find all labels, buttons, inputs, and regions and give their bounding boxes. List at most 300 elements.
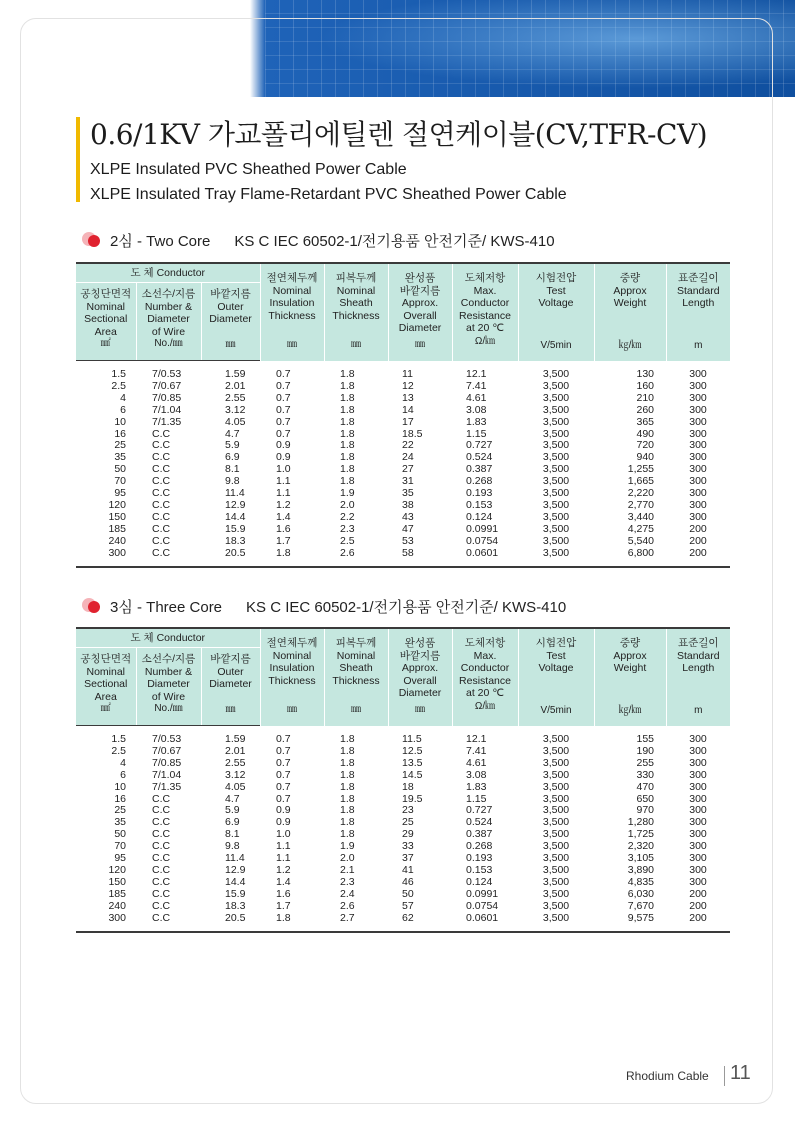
cell-length: 300: [689, 744, 707, 757]
header-number-diameter-wire: 소선수/지름 Number & Diameter of Wire No./㎜: [136, 648, 201, 726]
cell-test-voltage: 3,500: [542, 875, 570, 888]
section-heading-three-core: [82, 596, 566, 617]
header-test-voltage: 시험전압 Test Voltage V/5min: [518, 263, 594, 361]
cell-sheath: 1.9: [340, 487, 355, 500]
table-row: [76, 393, 730, 405]
cell-resistance: 0.0601: [452, 913, 518, 932]
cell-resistance: 7.41: [466, 379, 487, 392]
cell-wire: 7/0.67: [152, 744, 182, 757]
cell-resistance: 7.41: [466, 744, 487, 757]
cell-resistance: 3.08: [466, 768, 487, 781]
cell-nominal-area: 10: [114, 415, 126, 428]
cell-test-voltage: 3,500: [518, 548, 594, 567]
cell-weight: 255: [636, 756, 655, 769]
cell-sheath: 2.2: [340, 510, 355, 523]
cell-outer-diameter: 4.05: [225, 780, 246, 793]
cell-test-voltage: 3,500: [542, 744, 570, 757]
cell-resistance: 0.0991: [466, 887, 499, 900]
cell-wire: C.C: [152, 887, 171, 900]
cell-overall-diameter: 14.5: [402, 768, 423, 781]
cell-nominal-area: 185: [108, 522, 126, 535]
cell-nominal-area: 240: [108, 899, 126, 912]
cell-outer-diameter: 14.4: [225, 510, 246, 523]
cell-wire: C.C: [152, 451, 171, 464]
cell-resistance: 0.193: [466, 487, 493, 500]
section-title: 2심 - Two Core: [110, 233, 211, 250]
cell-nominal-area: 120: [108, 863, 126, 876]
cell-overall-diameter: 24: [402, 451, 414, 464]
cell-overall-diameter: 13: [402, 391, 414, 404]
cell-overall-diameter: 46: [402, 875, 414, 888]
cell-test-voltage: 3,500: [542, 403, 570, 416]
cell-wire: C.C: [152, 475, 171, 488]
header-overall-diameter: 완성품 바깥지름 Approx. Overall Diameter ㎜: [388, 628, 452, 726]
table-row: [76, 536, 730, 548]
cell-resistance: 0.727: [466, 439, 493, 452]
header-outer-diameter: 바깥지름 Outer Diameter ㎜: [201, 283, 260, 361]
spec-table-two-core: [76, 262, 730, 568]
cell-weight: 330: [636, 768, 655, 781]
cell-test-voltage: 3,500: [542, 768, 570, 781]
cell-overall-diameter: 53: [402, 534, 414, 547]
cell-nominal-area: 16: [114, 792, 126, 805]
cell-length: 200: [689, 899, 707, 912]
cell-weight: 190: [636, 744, 655, 757]
cell-weight: 650: [636, 792, 655, 805]
cell-resistance: 0.153: [466, 863, 493, 876]
cell-weight: 4,835: [627, 875, 655, 888]
cell-overall-diameter: 31: [402, 475, 414, 488]
cell-overall-diameter: 13.5: [402, 756, 423, 769]
cell-test-voltage: 3,500: [542, 475, 570, 488]
cell-resistance: 3.08: [466, 403, 487, 416]
header-nominal-area: 공칭단면적 Nominal Sectional Area ㎟: [76, 648, 136, 726]
cell-wire: 7/0.53: [152, 368, 182, 380]
cell-sheath: 2.6: [340, 899, 355, 912]
cell-weight: 4,275: [627, 522, 655, 535]
cell-test-voltage: 3,500: [542, 887, 570, 900]
cell-length: 300: [689, 875, 707, 888]
cell-length: 300: [689, 804, 707, 817]
cell-overall-diameter: 25: [402, 816, 414, 829]
cell-weight: 940: [636, 451, 655, 464]
cell-sheath: 2.5: [340, 534, 355, 547]
cell-resistance: 0.524: [466, 816, 493, 829]
cell-nominal-area: 70: [114, 840, 126, 853]
cell-sheath: 1.8: [340, 816, 355, 829]
cell-resistance: 4.61: [466, 391, 487, 404]
cell-outer-diameter: 11.4: [225, 487, 245, 500]
cell-sheath: 1.8: [340, 780, 355, 793]
cell-weight: 6,030: [627, 887, 655, 900]
header-overall-diameter: 완성품 바깥지름 Approx. Overall Diameter ㎜: [388, 263, 452, 361]
table-row: [76, 512, 730, 524]
header-sheath-thickness: 피복두께 Nominal Sheath Thickness ㎜: [324, 263, 388, 361]
cell-outer-diameter: 6.9: [225, 451, 240, 464]
cell-wire: C.C: [152, 899, 171, 912]
cell-resistance: 0.0991: [466, 522, 499, 535]
cell-outer-diameter: 1.59: [225, 368, 246, 380]
cell-weight: 970: [636, 804, 655, 817]
cell-insulation: 1.6: [276, 522, 291, 535]
cell-overall-diameter: 35: [402, 487, 414, 500]
cell-overall-diameter: 33: [402, 840, 414, 853]
cell-wire: C.C: [152, 522, 171, 535]
cell-length: 300: [689, 768, 707, 781]
cell-nominal-area: 25: [114, 804, 126, 817]
cell-weight: 3,440: [627, 510, 655, 523]
cell-wire: 7/1.04: [152, 768, 182, 781]
cell-overall-diameter: 58: [388, 548, 452, 567]
table-row: [76, 877, 730, 889]
cell-outer-diameter: 15.9: [225, 522, 246, 535]
cell-length: 300: [689, 863, 707, 876]
bullet-dot-icon: [82, 598, 104, 614]
cell-nominal-area: 35: [114, 451, 126, 464]
cell-wire: C.C: [152, 828, 171, 841]
cell-insulation: 1.1: [276, 852, 291, 865]
header-weight: 중량 Approx Weight ㎏/㎞: [594, 263, 666, 361]
cell-test-voltage: 3,500: [542, 522, 570, 535]
table-row: [76, 405, 730, 417]
cell-overall-diameter: 22: [402, 439, 414, 452]
cell-length: 300: [689, 510, 707, 523]
cell-weight: 1,665: [627, 475, 655, 488]
cell-weight: 130: [636, 367, 655, 380]
cell-nominal-area: 6: [120, 403, 126, 416]
cell-test-voltage: 3,500: [542, 379, 570, 392]
cell-resistance: 12.1: [466, 367, 487, 380]
cell-insulation: 1.2: [276, 863, 291, 876]
cell-weight: 1,280: [627, 816, 655, 829]
section-standard: KS C IEC 60502-1/전기용품 안전기준/ KWS-410: [234, 233, 555, 250]
cell-overall-diameter: 38: [402, 498, 414, 511]
table-row: [76, 758, 730, 770]
cell-outer-diameter: 3.12: [225, 403, 246, 416]
cell-resistance: 0.268: [466, 475, 493, 488]
cell-outer-diameter: 4.05: [225, 415, 246, 428]
header-outer-diameter: 바깥지름 Outer Diameter ㎜: [201, 648, 260, 726]
cell-length: 300: [689, 439, 707, 452]
cell-nominal-area: 2.5: [111, 744, 126, 757]
cell-outer-diameter: 2.55: [225, 391, 246, 404]
cell-wire: C.C: [152, 498, 171, 511]
cell-wire: C.C: [152, 804, 171, 817]
cell-sheath: 2.1: [340, 863, 355, 876]
cell-test-voltage: 3,500: [542, 816, 570, 829]
cell-length: 200: [666, 913, 730, 932]
cell-test-voltage: 3,500: [542, 510, 570, 523]
cell-test-voltage: 3,500: [542, 828, 570, 841]
cell-nominal-area: 35: [114, 816, 126, 829]
footer-divider: [724, 1066, 725, 1086]
cell-insulation: 0.7: [276, 732, 291, 745]
cell-resistance: 0.124: [466, 875, 493, 888]
table-row: [76, 770, 730, 782]
cell-insulation: 0.7: [276, 391, 291, 404]
cell-insulation: 1.7: [276, 899, 291, 912]
cell-length: 300: [689, 463, 707, 476]
cell-resistance: 0.727: [466, 804, 493, 817]
cell-length: 300: [689, 487, 707, 500]
section-standard: KS C IEC 60502-1/전기용품 안전기준/ KWS-410: [246, 599, 567, 616]
cell-weight: 6,800: [594, 548, 666, 567]
table-row: [76, 782, 730, 794]
cell-test-voltage: 3,500: [542, 415, 570, 428]
cell-overall-diameter: 43: [402, 510, 414, 523]
cell-test-voltage: 3,500: [518, 913, 594, 932]
cell-outer-diameter: 8.1: [225, 828, 240, 841]
cell-outer-diameter: 18.3: [225, 899, 246, 912]
cell-nominal-area: 6: [120, 768, 126, 781]
table-row: [76, 726, 730, 746]
cell-insulation: 1.7: [276, 534, 291, 547]
header-conductor-resistance: 도체저항 Max. Conductor Resistance at 20 ℃ Ω/㎞: [452, 628, 518, 726]
cell-test-voltage: 3,500: [542, 439, 570, 452]
cell-resistance: 1.15: [466, 792, 487, 805]
cell-weight: 2,220: [627, 487, 655, 500]
cell-insulation: 0.9: [276, 816, 291, 829]
cell-overall-diameter: 27: [402, 463, 414, 476]
cell-wire: C.C: [152, 487, 171, 500]
cell-test-voltage: 3,500: [542, 756, 570, 769]
cell-outer-diameter: 20.5: [201, 548, 260, 567]
cell-test-voltage: 3,500: [542, 804, 570, 817]
cell-test-voltage: 3,500: [542, 792, 570, 805]
cell-test-voltage: 3,500: [542, 534, 570, 547]
cell-nominal-area: 95: [114, 852, 126, 865]
cell-insulation: 0.9: [276, 804, 291, 817]
cell-insulation: 0.7: [276, 744, 291, 757]
cell-overall-diameter: 41: [402, 863, 414, 876]
cell-insulation: 1.8: [260, 913, 324, 932]
cell-nominal-area: 300: [76, 548, 136, 567]
conductor-group-header: 도 체 Conductor: [76, 263, 260, 283]
cell-insulation: 1.4: [276, 510, 291, 523]
cell-nominal-area: 4: [120, 756, 126, 769]
cell-outer-diameter: 12.9: [225, 498, 246, 511]
cell-overall-diameter: 18.5: [402, 427, 423, 440]
cell-length: 300: [689, 427, 707, 440]
cell-sheath: 1.8: [340, 367, 355, 380]
cell-outer-diameter: 9.8: [225, 840, 240, 853]
cell-insulation: 1.2: [276, 498, 291, 511]
cell-outer-diameter: 5.9: [225, 804, 240, 817]
table-body: [76, 726, 730, 932]
cell-resistance: 0.268: [466, 840, 493, 853]
cell-nominal-area: 150: [108, 510, 126, 523]
cell-overall-diameter: 12: [402, 379, 414, 392]
cell-weight: 160: [636, 379, 655, 392]
cell-nominal-area: 4: [120, 391, 126, 404]
header-standard-length: 표준길이 Standard Length m: [666, 263, 730, 361]
cell-resistance: 4.61: [466, 756, 487, 769]
cell-sheath: 2.4: [340, 887, 355, 900]
cell-sheath: 1.8: [340, 427, 355, 440]
cell-weight: 720: [636, 439, 655, 452]
cell-nominal-area: 70: [114, 475, 126, 488]
cell-overall-diameter: 47: [402, 522, 414, 535]
cell-length: 200: [666, 548, 730, 567]
bullet-dot-icon: [82, 232, 104, 248]
cell-sheath: 2.0: [340, 498, 355, 511]
cell-wire: C.C: [152, 852, 171, 865]
cell-wire: C.C: [152, 792, 171, 805]
cell-sheath: 1.8: [340, 379, 355, 392]
cell-resistance: 0.0601: [452, 548, 518, 567]
cell-nominal-area: 10: [114, 780, 126, 793]
cell-test-voltage: 3,500: [542, 840, 570, 853]
page-subtitle-line1: XLPE Insulated PVC Sheathed Power Cable: [90, 161, 407, 178]
page-title-korean: 0.6/1KV 가교폴리에틸렌 절연케이블(CV,TFR-CV): [90, 118, 708, 151]
cell-nominal-area: 1.5: [111, 733, 126, 745]
cell-length: 300: [689, 403, 707, 416]
cell-weight: 7,670: [627, 899, 655, 912]
cell-resistance: 0.153: [466, 498, 493, 511]
footer-brand: Rhodium Cable: [626, 1069, 709, 1083]
table-row: [76, 913, 730, 932]
cell-weight: 260: [636, 403, 655, 416]
cell-resistance: 0.0754: [466, 899, 499, 912]
cell-nominal-area: 300: [76, 913, 136, 932]
cell-weight: 5,540: [627, 534, 655, 547]
cell-wire: C.C: [152, 463, 171, 476]
cell-insulation: 0.9: [276, 451, 291, 464]
cell-sheath: 1.8: [340, 439, 355, 452]
cell-wire: C.C: [136, 913, 201, 932]
cell-outer-diameter: 15.9: [225, 887, 246, 900]
cell-outer-diameter: 4.7: [225, 427, 240, 440]
cell-test-voltage: 3,500: [542, 780, 570, 793]
cell-nominal-area: 50: [114, 828, 126, 841]
cell-sheath: 2.0: [340, 852, 355, 865]
cell-outer-diameter: 3.12: [225, 768, 246, 781]
cell-length: 300: [689, 379, 707, 392]
cell-length: 300: [689, 451, 707, 464]
cell-length: 300: [689, 828, 707, 841]
page-subtitle-line2: XLPE Insulated Tray Flame-Retardant PVC Sheathed Power Cable: [90, 186, 567, 203]
table-row: [76, 889, 730, 901]
cell-wire: 7/1.35: [152, 780, 182, 793]
cell-sheath: 1.8: [340, 415, 355, 428]
cell-sheath: 1.8: [340, 451, 355, 464]
cell-outer-diameter: 18.3: [225, 534, 246, 547]
cell-overall-diameter: 62: [388, 913, 452, 932]
header-insulation-thickness: 절연체두께 Nominal Insulation Thickness ㎜: [260, 628, 324, 726]
cell-insulation: 0.7: [276, 768, 291, 781]
cell-insulation: 0.7: [276, 427, 291, 440]
cell-resistance: 12.1: [466, 732, 487, 745]
cell-insulation: 0.9: [276, 439, 291, 452]
cell-sheath: 1.8: [340, 463, 355, 476]
cell-wire: C.C: [152, 816, 171, 829]
cell-sheath: 2.3: [340, 875, 355, 888]
cell-outer-diameter: 2.01: [225, 744, 246, 757]
cell-wire: C.C: [152, 875, 171, 888]
cell-insulation: 0.7: [276, 780, 291, 793]
cell-sheath: 1.8: [340, 403, 355, 416]
cell-sheath: 1.8: [340, 804, 355, 817]
cell-wire: 7/1.04: [152, 403, 182, 416]
page-number: 11: [730, 1062, 751, 1084]
cell-overall-diameter: 12.5: [402, 744, 423, 757]
cell-test-voltage: 3,500: [542, 367, 570, 380]
cell-overall-diameter: 23: [402, 804, 414, 817]
cell-insulation: 0.7: [276, 379, 291, 392]
cell-wire: C.C: [152, 840, 171, 853]
cell-sheath: 1.8: [340, 391, 355, 404]
cell-length: 300: [689, 816, 707, 829]
cell-length: 300: [689, 391, 707, 404]
cell-test-voltage: 3,500: [542, 427, 570, 440]
header-test-voltage: 시험전압 Test Voltage V/5min: [518, 628, 594, 726]
cell-sheath: 1.8: [340, 756, 355, 769]
cell-weight: 9,575: [594, 913, 666, 932]
header-weight: 중량 Approx Weight ㎏/㎞: [594, 628, 666, 726]
cell-resistance: 0.0754: [466, 534, 499, 547]
cell-outer-diameter: 9.8: [225, 475, 240, 488]
cell-overall-diameter: 11.5: [402, 732, 422, 745]
cell-length: 300: [689, 732, 707, 745]
cell-length: 300: [689, 415, 707, 428]
cell-overall-diameter: 50: [402, 887, 414, 900]
section-title: 3심 - Three Core: [110, 599, 223, 616]
cell-sheath: 2.7: [324, 913, 388, 932]
cell-test-voltage: 3,500: [542, 498, 570, 511]
table-row: [76, 361, 730, 381]
spec-table-three-core: [76, 627, 730, 933]
cell-sheath: 1.8: [340, 475, 355, 488]
cell-length: 200: [689, 522, 707, 535]
cell-sheath: 2.3: [340, 522, 355, 535]
cell-resistance: 0.193: [466, 852, 493, 865]
cell-resistance: 1.83: [466, 415, 487, 428]
cell-test-voltage: 3,500: [542, 852, 570, 865]
table-row: [76, 417, 730, 429]
cell-sheath: 1.8: [340, 828, 355, 841]
cell-insulation: 0.7: [276, 367, 291, 380]
cell-insulation: 1.6: [276, 887, 291, 900]
cell-overall-diameter: 19.5: [402, 792, 423, 805]
cell-insulation: 0.7: [276, 756, 291, 769]
cell-sheath: 1.8: [340, 768, 355, 781]
cell-nominal-area: 2.5: [111, 379, 126, 392]
cell-outer-diameter: 14.4: [225, 875, 246, 888]
cell-outer-diameter: 12.9: [225, 863, 246, 876]
cell-weight: 210: [636, 391, 655, 404]
cell-nominal-area: 185: [108, 887, 126, 900]
cell-nominal-area: 150: [108, 875, 126, 888]
table-row: [76, 524, 730, 536]
cell-weight: 155: [636, 732, 655, 745]
cell-nominal-area: 16: [114, 427, 126, 440]
cell-insulation: 1.4: [276, 875, 291, 888]
cell-nominal-area: 95: [114, 487, 126, 500]
cell-outer-diameter: 8.1: [225, 463, 240, 476]
cell-insulation: 1.1: [276, 840, 291, 853]
title-accent-bar: [76, 117, 80, 202]
cell-wire: 7/0.85: [152, 391, 182, 404]
cell-wire: 7/1.35: [152, 415, 182, 428]
cell-overall-diameter: 11: [402, 367, 413, 380]
cell-weight: 1,725: [627, 828, 655, 841]
cell-length: 300: [689, 840, 707, 853]
cell-resistance: 1.15: [466, 427, 487, 440]
cell-insulation: 1.1: [276, 487, 291, 500]
cell-insulation: 1.1: [276, 475, 291, 488]
header-nominal-area: 공칭단면적 Nominal Sectional Area ㎟: [76, 283, 136, 361]
cell-wire: 7/0.85: [152, 756, 182, 769]
